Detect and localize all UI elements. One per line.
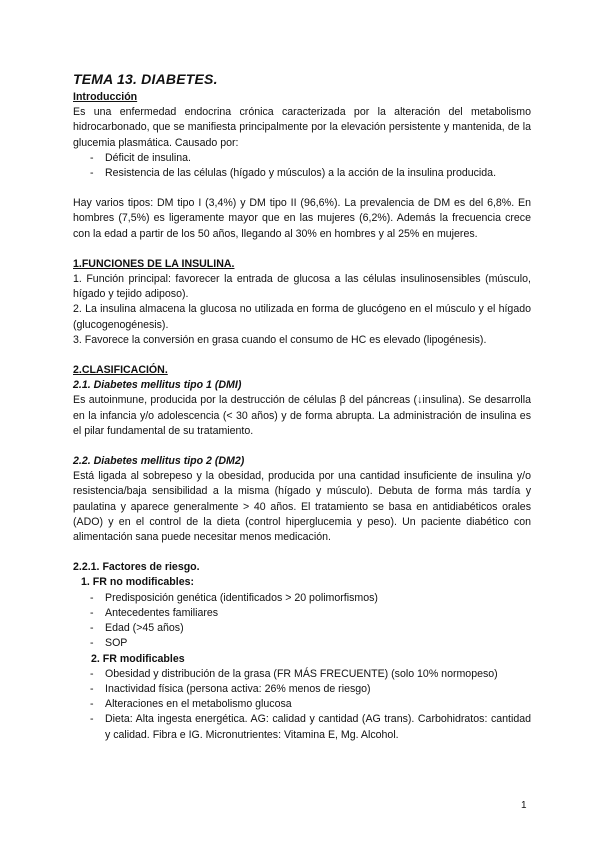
section-2-heading: 2.CLASIFICACIÓN. [73, 364, 168, 377]
dm2-paragraph: Está ligada al sobrepeso y la obesidad, producida por una cantidad insuficiente de insulina y/o resistencia/baja sensibilidad a la misma (hígado y músculo). Debuta de forma más tardía y paulatina y aparece generalmente > 40 años. El tratamiento se basa en antidiabéticos orales (ADO) y en el control de la dieta (control hiperglucemia y peso). Un paciente diabético con alimentación sana puede necesitar menos medicación. [73, 470, 531, 544]
section-1-item: 2. La insulina almacena la glucosa no utilizada en forma de glucógeno en el músculo y el hígado (glucogenogénesis). [73, 303, 531, 331]
list-item: - Inactividad física (persona activa: 26% menos de riesgo) [73, 682, 531, 697]
document-title: TEMA 13. DIABETES. [73, 71, 218, 87]
risk-factors-heading: 2.2.1. Factores de riesgo. [73, 561, 200, 574]
dm1-paragraph: Es autoinmune, producida por la destrucción de células β del páncreas (↓insulina). Se desarrolla en la infancia y/o adolescencia (< 30 años) y de forma abrupta. La administración de insulina es el pilar fundamental de su tratamiento. [73, 394, 531, 437]
list-item: - Dieta: Alta ingesta energética. AG: calidad y cantidad (AG trans). Carbohidratos: cantidad y calidad. Fibra e IG. Micronutrientes: Vitamina E, Mg. Alcohol. [73, 712, 531, 742]
list-item: - Antecedentes familiares [73, 606, 531, 621]
intro-paragraph: Es una enfermedad endocrina crónica caracterizada por la alteración del metabolismo hidrocarbonado, que se manifiesta principalmente por la elevación persistente y mantenida, de la glucemia plasmática. Causado por: [73, 106, 531, 149]
non-modifiable-heading: 1. FR no modificables: [81, 576, 195, 589]
list-item: - SOP [73, 636, 531, 651]
section-1-heading: 1.FUNCIONES DE LA INSULINA. [73, 257, 235, 270]
modifiable-list [73, 667, 531, 743]
intro-heading: Introducción [73, 91, 138, 103]
list-item: - Déficit de insulina. [73, 151, 531, 166]
non-modifiable-list [73, 591, 531, 652]
types-paragraph: Hay varios tipos: DM tipo I (3,4%) y DM tipo II (96,6%). La prevalencia de DM es del 6,8%. En hombres (7,5%) es ligeramente mayor que en las mujeres (6,2%). Además la frecuencia crece con la edad a partir de los 50 años, llegando al 30% en hombres y al 25% en mujeres. [73, 197, 531, 240]
causes-list [73, 151, 531, 181]
list-item: - Predisposición genética (identificados > 20 polimorfismos) [73, 591, 531, 606]
list-item: - Obesidad y distribución de la grasa (FR MÁS FRECUENTE) (solo 10% normopeso) [73, 667, 531, 682]
dm1-heading: 2.1. Diabetes mellitus tipo 1 (DMI) [73, 379, 242, 392]
list-item: - Resistencia de las células (hígado y músculos) a la acción de la insulina producida. [73, 166, 531, 181]
document-page [73, 70, 531, 743]
list-item: - Alteraciones en el metabolismo glucosa [73, 697, 531, 712]
modifiable-heading: 2. FR modificables [91, 652, 185, 665]
page-number: 1 [521, 800, 527, 811]
dm2-heading: 2.2. Diabetes mellitus tipo 2 (DM2) [73, 455, 245, 468]
section-1-item: 1. Función principal: favorecer la entrada de glucosa a las células insulinosensibles (músculo, hígado y tejido adiposo). [73, 273, 531, 301]
list-item: - Edad (>45 años) [73, 621, 531, 636]
section-1-item: 3. Favorece la conversión en grasa cuando el consumo de HC es elevado (lipogénesis). [73, 333, 487, 346]
